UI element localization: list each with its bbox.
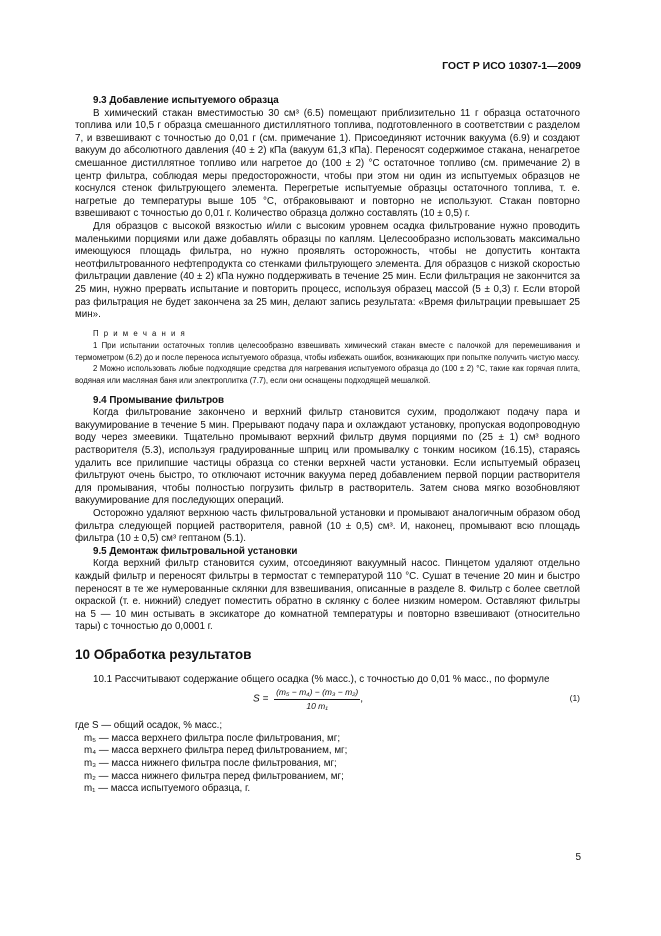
section-9-5-paragraph-1: Когда верхний фильтр становится сухим, отсоединяют вакуумный насос. Пинцетом удаляют отдельно каждый фильтр и переносят фильтры в термостат с температурой 110 °С. Сушат в течение 20 мин и быстро переносят в те же нумерованные склянки для взвешивания, описанные в разделе 8. Фильтр с более светлой окраской (т. е. нижний) следует поместить обратно в склянку с более низким номером. Оставляют фильтры на 5 — 10 мин остывать в эксикаторе до комнатной температуры и повторно взвешивают (относительно тары) с точностью до 0,0001 г. <box>75 558 580 633</box>
formula-lhs: S = <box>253 693 269 705</box>
document-body <box>75 95 580 796</box>
note-1: 1 При испытании остаточных топлив целесообразно взвешивать химический стакан вместе с палочкой для перемешивания и термометром (6.2) до и после переноса испытуемого образца, чтобы избежать ошибок, возникающих при попытке получить чистую массу. <box>75 341 580 362</box>
formula-tail: , <box>360 693 363 705</box>
formula-fraction <box>274 686 360 712</box>
section-9-3-paragraph-2: Для образцов с высокой вязкостью и/или с высоким уровнем осадка фильтрование нужно проводить маленькими порциями или даже добавлять образцы по каплям. Целесообразно использовать максимально имеющуюся площадь фильтра, но нужно проявлять осторожность, чтобы не допустить контакта неотфильтрованного нефтепродукта со стенками фильтрующего элемента. Для образцов с низкой скоростью фильтрации давление (40 ± 2) кПа нужно поддерживать в течение 25 мин. Если фильтрация не закончится за 25 мин, нужно прервать испытание и повторить процесс, используя образец массой (5 ± 0,3) г. Если второй раз фильтрация не будет закончена за 25 мин, делают запись результата: «Время фильтрации превышает 25 мин». <box>75 220 580 321</box>
formula-1 <box>75 686 580 714</box>
note-2: 2 Можно использовать любые подходящие средства для нагревания испытуемого образца до (100 ± 2) °С, такие как горячая плита, водяная или масляная баня или электроплитка (7.7), если они оснащены подходящей мешалкой. <box>75 364 580 386</box>
definition-m2: m₂ — масса нижнего фильтра перед фильтрованием, мг; <box>84 770 344 782</box>
section-10-heading: 10 Обработка результатов <box>75 646 252 662</box>
notes-heading: П р и м е ч а н и я <box>93 328 187 338</box>
definition-s: где S — общий осадок, % масс.; <box>75 720 223 732</box>
equation-number: (1) <box>569 693 580 704</box>
definition-m5: m₅ — масса верхнего фильтра после фильтрования, мг; <box>84 732 341 744</box>
section-9-4-paragraph-1: Когда фильтрование закончено и верхний фильтр становится сухим, продолжают подачу пара и вакуумирование в течение 5 мин. Прерывают подачу пара и охлаждают установку, пропуская водопроводную воду через змеевики. Тщательно промывают верхний фильтр двумя порциями по (25 ± 1) см³ водного растворителя (5.3), используя градуированные шприц или промывалку с тонким носиком (16.15), стараясь удалить все прилипшие частицы образца со стенки верхней части установки. Если испытуемый образец фильтруют очень быстро, то отключают источник вакуума перед добавлением первой порции растворителя для промывания, чтобы полностью погрузить фильтр в растворитель. Затем снова мягко возобновляют вакуумирование для последующих операций. <box>75 407 580 507</box>
section-10-1-paragraph: 10.1 Рассчитывают содержание общего осадка (% масс.), с точностью до 0,01 % масс., по формуле <box>93 673 550 685</box>
section-9-4-title: 9.4 Промывание фильтров <box>93 394 225 406</box>
section-9-3-paragraph-1: В химический стакан вместимостью 30 см³ (6.5) помещают приблизительно 11 г образца остаточного топлива или 10,5 г образца смешанного дистиллятного топлива, подготовленного в соответствии с разделом 7, и взвешивают с точностью до 0,01 г (см. примечание 1). Присоединяют источник вакуума (6.9) и создают вакуум до абсолютного давления (40 ± 2) кПа (вакуум 61,3 кПа). Переносят содержимое стакана, ненагретое смешанное дистиллятное топливо или нагретое до (100 ± 2) °С остаточное топливо (см. примечание 2) в центр фильтра, соблюдая меры предосторожности, чтобы при этом ни один из испытуемых образцов не коснулся стенок фильтрующего элемента. Перегретые испытуемые образцы остаточного топлива, т. е. нагретые до температуры выше 105 °С, отбраковывают и повторно не используют. Стакан повторно взвешивают с точностью до 0,01 г. Количество образца должно составлять (10 ± 0,5) г. <box>75 107 580 220</box>
standard-header: ГОСТ Р ИСО 10307-1—2009 <box>442 60 581 72</box>
section-9-4-paragraph-2: Осторожно удаляют верхнюю часть фильтровальной установки и промывают аналогичным образом обод фильтра следующей порцией растворителя, равной (10 ± 0,5) см³. И, наконец, промывают всю площадь фильтра (10 ± 0,5) см³ гептаном (5.1). <box>75 508 580 545</box>
formula-expression <box>253 686 363 712</box>
definition-m1: m₁ — масса испытуемого образца, г. <box>84 783 251 795</box>
definition-m3: m₃ — масса нижнего фильтра после фильтрования, мг; <box>84 757 337 769</box>
variable-definitions <box>75 720 580 796</box>
section-9-5-title: 9.5 Демонтаж фильтровальной установки <box>93 545 298 557</box>
formula-numerator: (m₅ − m₄) − (m₃ − m₂) <box>274 686 360 700</box>
formula-denominator: 10 m₁ <box>306 700 328 711</box>
section-9-3-title: 9.3 Добавление испытуемого образца <box>93 95 279 106</box>
definition-m4: m₄ — масса верхнего фильтра перед фильтрованием, мг; <box>84 745 348 757</box>
page-number: 5 <box>575 852 581 863</box>
